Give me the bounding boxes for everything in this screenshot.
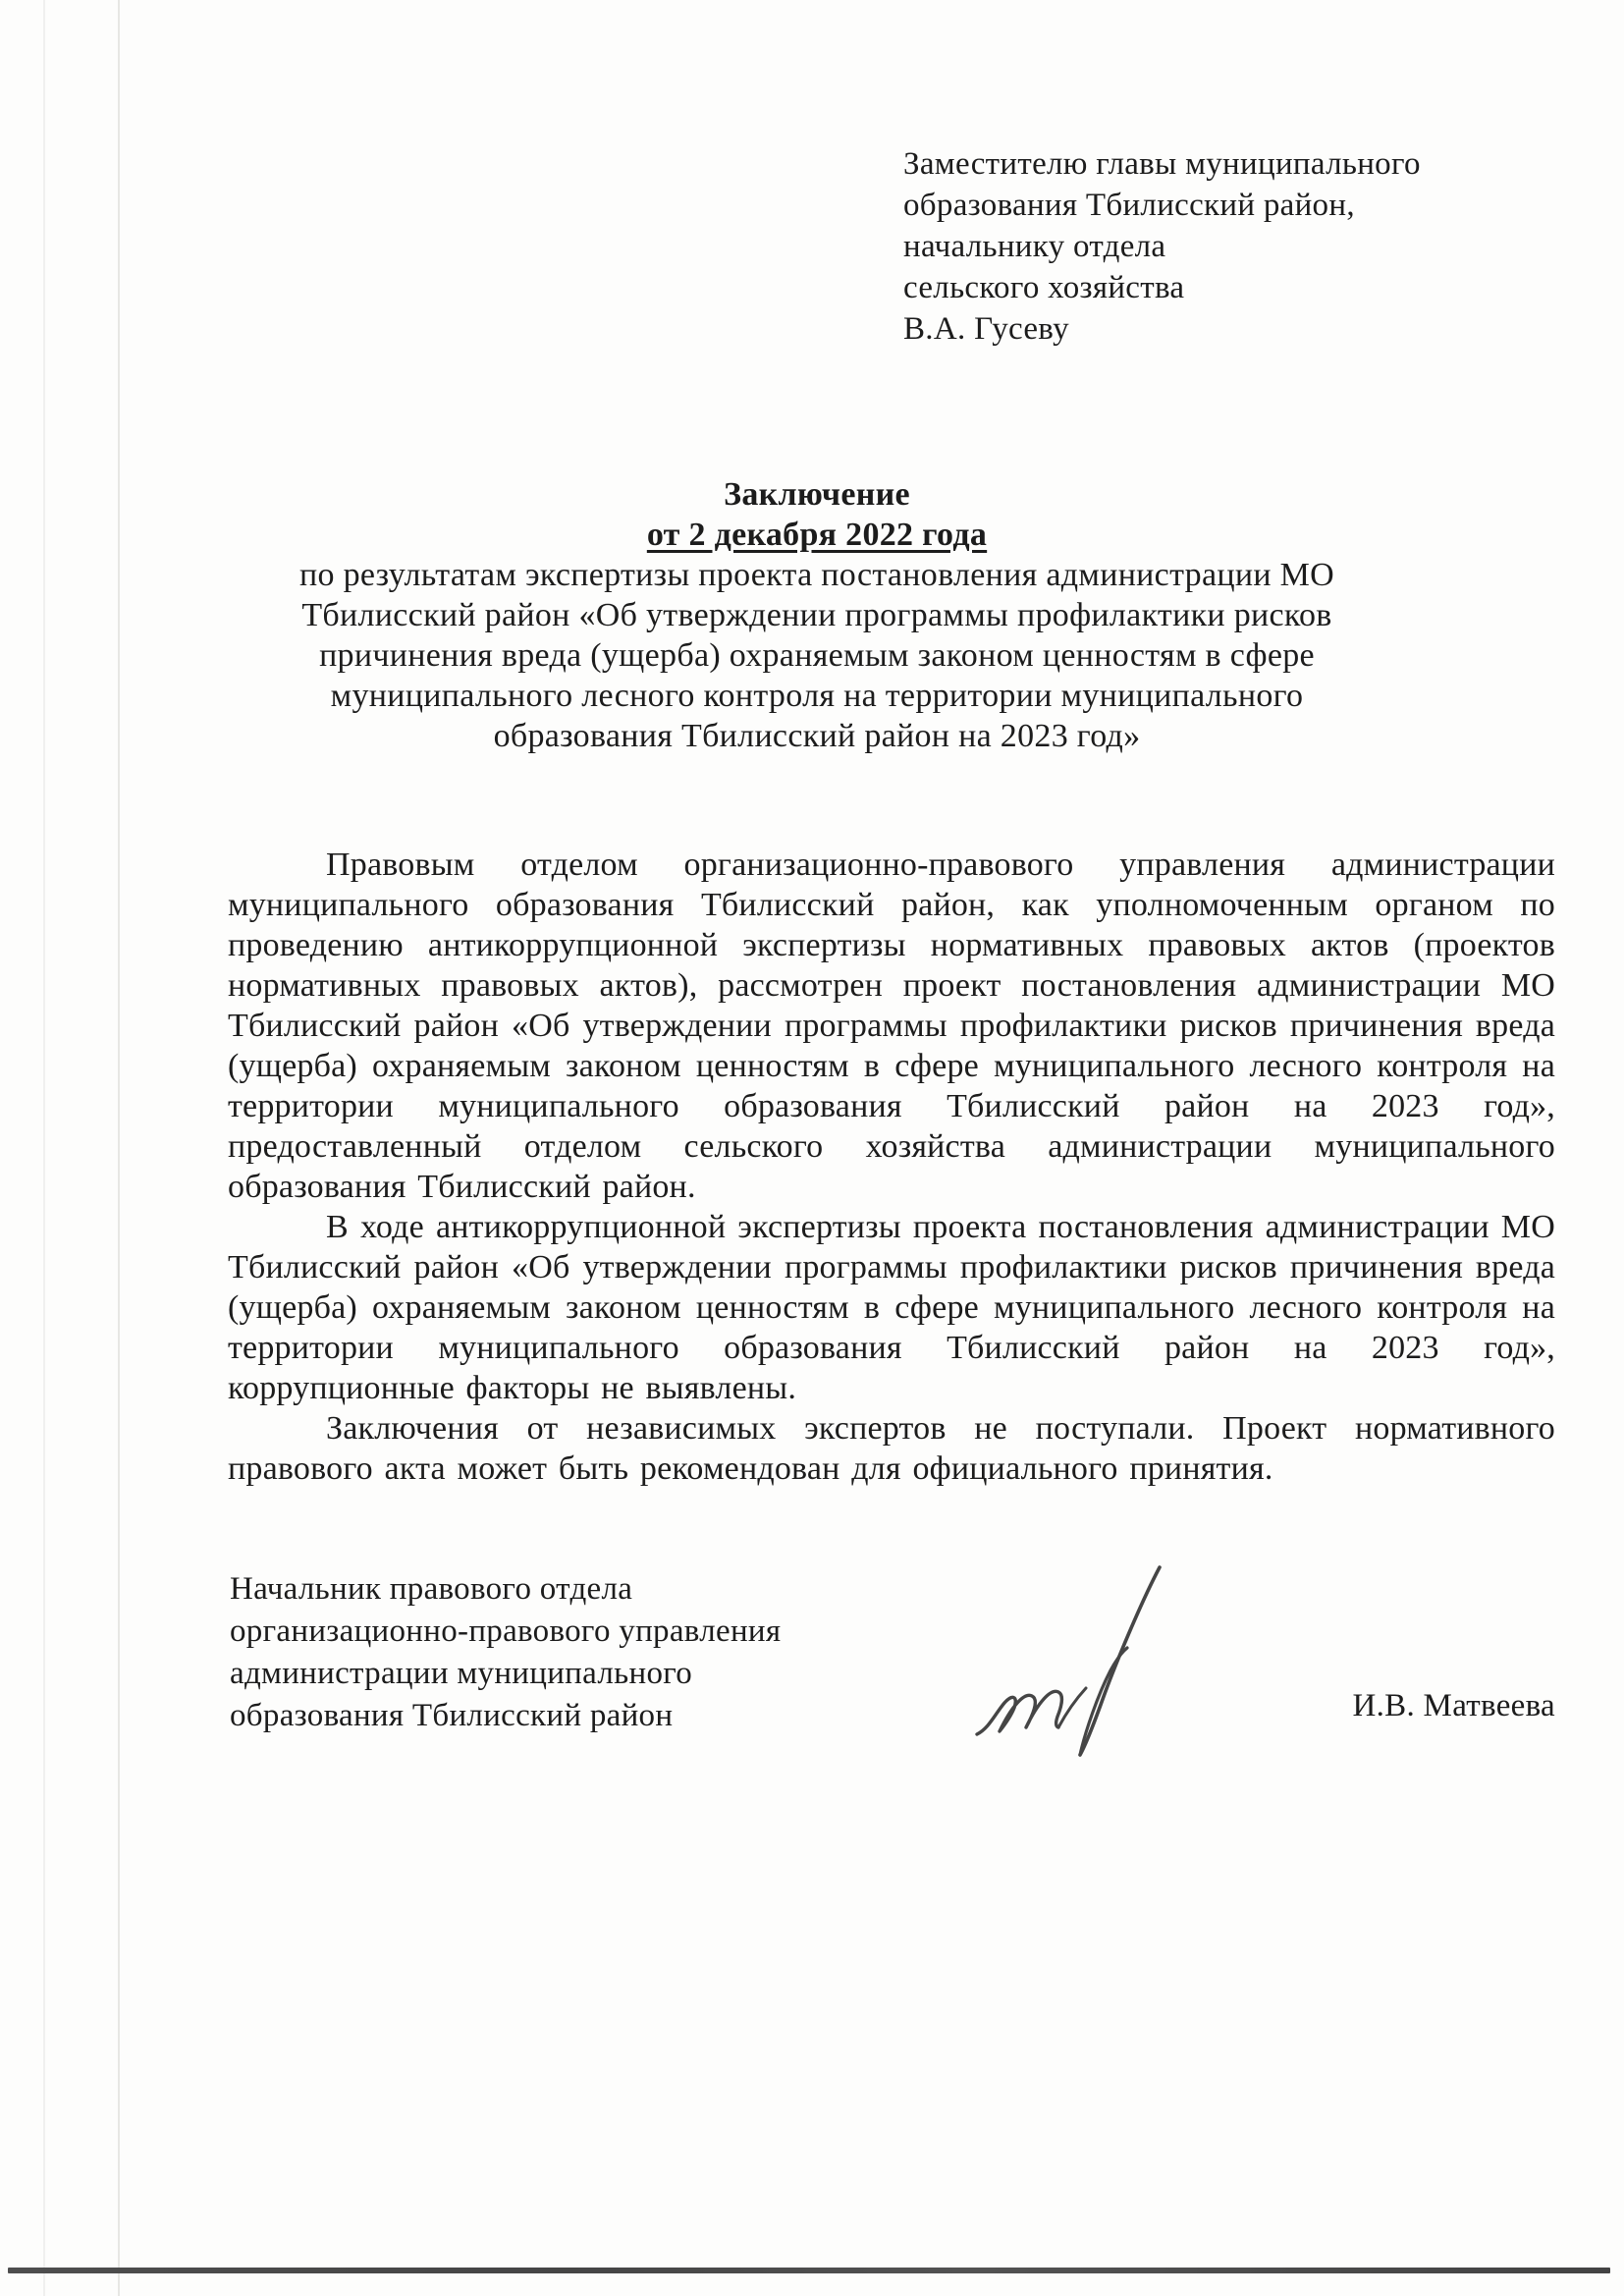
- body-paragraph: Правовым отделом организационно-правового управления администрации муниципального образования Тбилисский район, как уполномоченным органом по проведению антикоррупционной экспертизы нормативных правовых актов (проектов нормативных правовых актов), рассмотрен проект постановления администрации МО Тбилисский район «Об утверждении программы профилактики рисков причинения вреда (ущерба) охраняемым законом ценностям в сфере муниципального лесного контроля на территории муниципального образования Тбилисский район на 2023 год», предоставленный отделом сельского хозяйства администрации муниципального образования Тбилисский район.: [228, 847, 1555, 1205]
- addressee-line: сельского хозяйства: [903, 270, 1185, 305]
- scan-artifact-bottom-bar: [8, 2268, 1610, 2273]
- title-subject-line: по результатам экспертизы проекта постановления администрации МО: [298, 557, 1335, 593]
- document-date: от 2 декабря 2022 года: [646, 517, 988, 553]
- addressee-line: Заместителю главы муниципального: [903, 146, 1421, 182]
- title-subject-line: образования Тбилисский район на 2023 год»: [493, 718, 1141, 754]
- handwritten-signature-icon: [967, 1559, 1178, 1766]
- signatory-position-line: Начальник правового отдела: [230, 1571, 633, 1607]
- body-paragraph: Заключения от независимых экспертов не поступали. Проект нормативного правового акта может быть рекомендован для официального принятия.: [228, 1410, 1555, 1487]
- addressee-block: [903, 143, 1512, 350]
- title-subject-line: Тбилисский район «Об утверждении программы профилактики рисков: [301, 597, 1332, 633]
- addressee-line: образования Тбилисский район,: [903, 188, 1355, 223]
- body-paragraph: В ходе антикоррупционной экспертизы проекта постановления администрации МО Тбилисский район «Об утверждении программы профилактики рисков причинения вреда (ущерба) охраняемым законом ценностям в сфере муниципального лесного контроля на территории муниципального образования Тбилисский район на 2023 год», коррупционные факторы не выявлены.: [228, 1209, 1555, 1406]
- scan-artifact-vertical-line: [118, 0, 120, 2296]
- signatory-position-line: организационно-правового управления: [230, 1613, 782, 1649]
- addressee-line: начальнику отдела: [903, 229, 1166, 264]
- signatory-position-line: администрации муниципального: [230, 1656, 693, 1691]
- signatory-name: И.В. Матвеева: [1352, 1688, 1555, 1723]
- document-body: [228, 845, 1555, 1489]
- scan-artifact-vertical-line: [43, 0, 45, 2296]
- signatory-position-line: образования Тбилисский район: [230, 1698, 674, 1733]
- document-title: Заключение: [724, 476, 910, 513]
- signatory-position-block: [230, 1568, 858, 1737]
- title-subject-line: причинения вреда (ущерба) охраняемым законом ценностям в сфере: [319, 637, 1315, 674]
- title-block: [228, 474, 1406, 756]
- title-subject-line: муниципального лесного контроля на территории муниципального: [330, 678, 1304, 714]
- addressee-line: В.А. Гусеву: [903, 311, 1069, 347]
